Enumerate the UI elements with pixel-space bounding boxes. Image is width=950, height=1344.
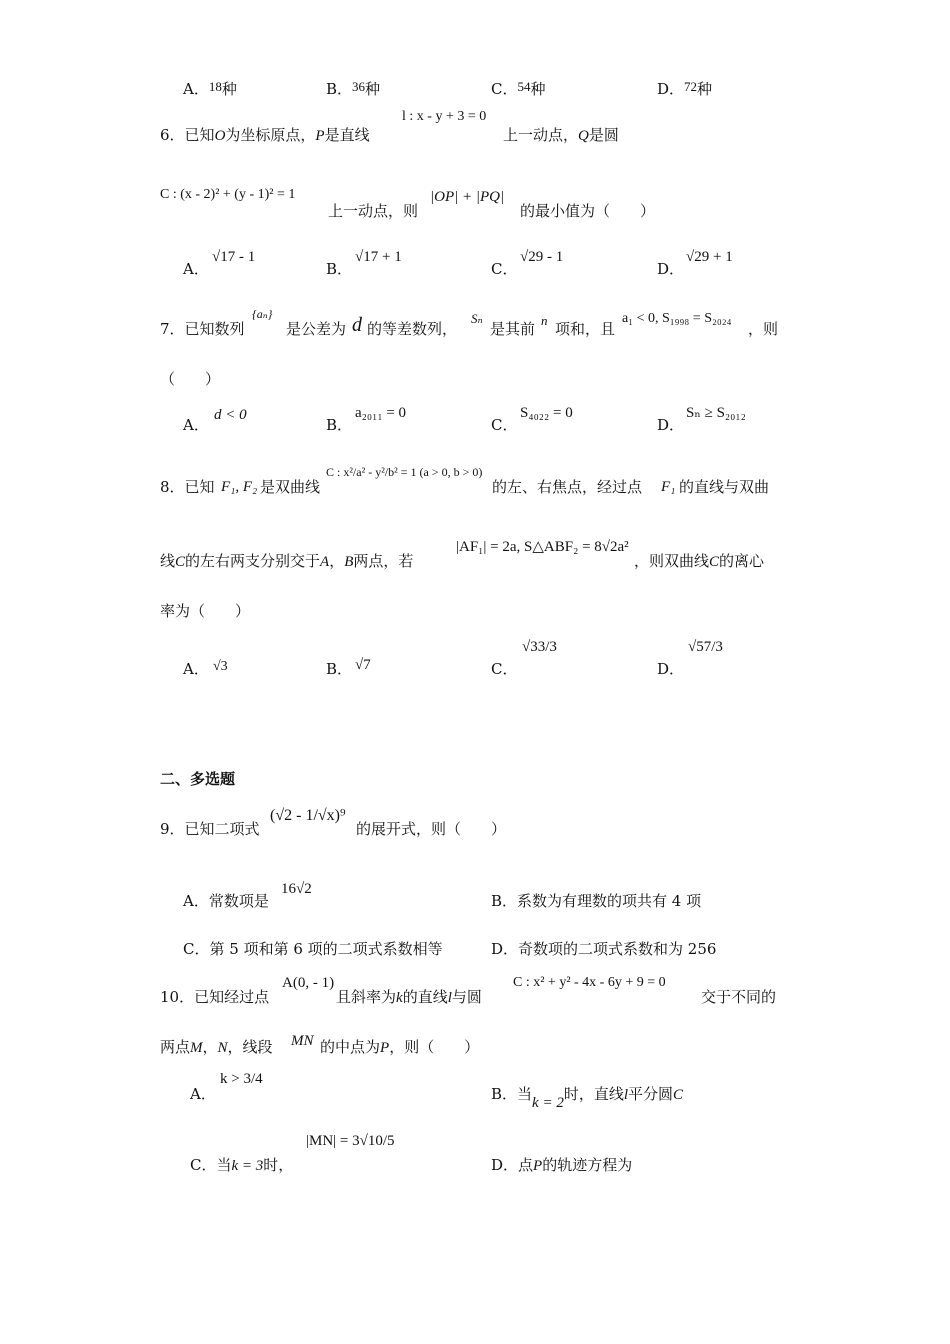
q8-option-a: √3: [213, 659, 228, 674]
q10-option-b: B．当k = 2时，直线l平分圆C: [491, 1085, 684, 1111]
q7-sequence: {aₙ}: [252, 307, 273, 321]
q8-stem-1: 8．已知: [160, 478, 215, 496]
q5-option-c: C．54种: [491, 79, 546, 98]
q10-option-c-value: |MN| = 3√10/5: [306, 1133, 395, 1149]
q8-f1: F₁: [661, 479, 676, 495]
q10-option-a: k > 3/4: [220, 1071, 263, 1087]
q6-expression: |OP| + |PQ|: [430, 189, 505, 205]
q10-mn: MN: [291, 1033, 314, 1049]
q8-stem-6: ，则双曲线C的离心: [634, 552, 765, 570]
q10-stem-4: 两点M，N，线段: [160, 1038, 273, 1056]
q6-option-b: √17 + 1: [355, 249, 402, 265]
q6-stem-line1b: 上一动点，Q是圆: [503, 126, 619, 144]
q6-option-a: √17 - 1: [212, 249, 256, 265]
q7-option-d-label: D．: [657, 416, 685, 434]
q7-stem-2: 是公差为: [286, 320, 347, 338]
q8-option-c: √33/3: [522, 639, 557, 655]
q7-option-b: a₂₀₁₁ = 0: [355, 405, 407, 421]
q9-option-b: B．系数为有理数的项共有 4 项: [491, 892, 702, 910]
q9-stem-1: 9．已知二项式: [160, 820, 260, 838]
q10-circle-equation: C : x² + y² - 4x - 6y + 9 = 0: [513, 975, 666, 990]
q6-stem-line1: 6．已知O为坐标原点，P是直线: [160, 126, 370, 144]
q6-option-d-label: D．: [657, 260, 685, 278]
q7-option-a-label: A．: [183, 416, 209, 434]
q9-option-a-value: 16√2: [281, 881, 312, 897]
q7-d: d: [352, 314, 362, 336]
q7-condition: a₁ < 0, S₁₉₉₈ = S₂₀₂₄: [622, 311, 732, 326]
q10-stem-1: 10．已知经过点: [160, 988, 270, 1006]
q6-stem-line2b: 的最小值为（ ）: [520, 202, 656, 220]
q6-option-c-label: C．: [491, 260, 518, 278]
q10-option-d: D．点P的轨迹方程为: [491, 1156, 633, 1174]
q8-condition: |AF₁| = 2a, S△ABF₂ = 8√2a²: [456, 539, 629, 555]
q5-option-a: A．18种: [183, 79, 237, 98]
q7-stem-4: 是其前: [490, 320, 536, 338]
q8-foci: F₁, F₂: [221, 479, 258, 495]
q7-stem-6: ，则: [748, 320, 779, 338]
q7-option-d: Sₙ ≥ S₂₀₁₂: [686, 405, 746, 421]
q10-stem-5: 的中点为P，则（ ）: [320, 1038, 480, 1056]
q6-circle-equation: C : (x - 2)² + (y - 1)² = 1: [160, 187, 296, 202]
q7-option-a: d < 0: [214, 407, 247, 423]
q8-option-b-label: B．: [326, 660, 353, 678]
q9-option-c: C．第 5 项和第 6 项的二项式系数相等: [183, 940, 443, 958]
q7-paren: （ ）: [160, 370, 221, 388]
q8-stem-5: 线C的左右两支分别交于A，B两点，若: [160, 552, 414, 570]
q7-option-c: S₄₀₂₂ = 0: [520, 405, 573, 421]
section-title: 二、多选题: [160, 770, 236, 788]
q6-option-d: √29 + 1: [686, 249, 733, 265]
q5-option-b: B．36种: [326, 79, 381, 98]
q10-stem-3: 交于不同的: [701, 988, 777, 1006]
q7-sn: Sₙ: [471, 311, 483, 326]
q8-option-d-label: D．: [657, 660, 685, 678]
q8-option-d: √57/3: [688, 639, 723, 655]
q8-option-b: √7: [355, 657, 371, 673]
q8-option-c-label: C．: [491, 660, 518, 678]
q7-stem-3: 的等差数列，: [367, 320, 458, 338]
q10-option-a-label: A．: [190, 1085, 216, 1103]
q6-line-equation: l : x - y + 3 = 0: [402, 109, 487, 124]
q10-point: A(0, - 1): [282, 975, 335, 991]
q8-hyperbola: C : x²/a² - y²/b² = 1 (a > 0, b > 0): [326, 465, 483, 479]
q7-n: n: [541, 313, 548, 328]
q7-option-c-label: C．: [491, 416, 518, 434]
q6-option-b-label: B．: [326, 260, 353, 278]
q7-option-b-label: B．: [326, 416, 353, 434]
q10-option-c: C．当k = 3时，: [190, 1156, 294, 1174]
q9-binomial: (√2 - 1/√x)⁹: [270, 807, 346, 824]
q8-stem-7: 率为（ ）: [160, 602, 251, 620]
q8-stem-3: 的左、右焦点，经过点: [492, 478, 643, 496]
q8-option-a-label: A．: [183, 660, 209, 678]
q6-stem-line2: 上一动点，则: [328, 202, 419, 220]
q10-stem-2: 且斜率为k的直线l与圆: [336, 988, 482, 1006]
q6-option-a-label: A．: [183, 260, 209, 278]
q7-stem-1: 7．已知数列: [160, 320, 245, 338]
q5-option-d: D．72种: [657, 79, 713, 98]
q9-stem-2: 的展开式，则（ ）: [356, 820, 507, 838]
q9-option-a: A．常数项是: [183, 892, 269, 910]
q6-option-c: √29 - 1: [520, 249, 564, 265]
q7-stem-5: 项和，且: [555, 320, 616, 338]
q8-stem-4: 的直线与双曲: [679, 478, 770, 496]
q9-option-d: D．奇数项的二项式系数和为 256: [491, 940, 717, 958]
q8-stem-2: 是双曲线: [260, 478, 321, 496]
